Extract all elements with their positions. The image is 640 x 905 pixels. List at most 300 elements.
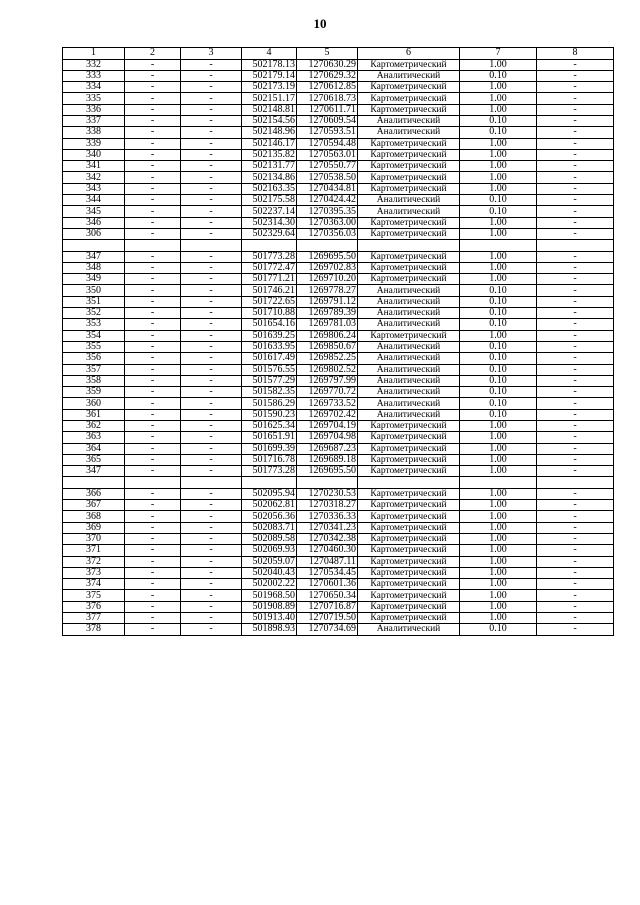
header-cell-6: 6 <box>358 48 460 60</box>
cell-col-8: - <box>537 601 614 612</box>
header-cell-1: 1 <box>63 48 125 60</box>
cell-point-number: 358 <box>63 375 125 386</box>
cell-col-2: - <box>125 172 181 183</box>
cell-method: Картометрический <box>358 82 460 93</box>
table-row <box>63 454 614 465</box>
table-row <box>63 579 614 590</box>
cell-accuracy: 1.00 <box>460 217 537 228</box>
cell-col-2: - <box>125 195 181 206</box>
cell-point-number: 372 <box>63 556 125 567</box>
cell-col-2: - <box>125 228 181 239</box>
cell-point-number: 341 <box>63 161 125 172</box>
cell-col-2: - <box>125 398 181 409</box>
cell-col-2: - <box>125 206 181 217</box>
cell-coord-x: 501773.28 <box>242 251 297 262</box>
cell-point-number: 368 <box>63 511 125 522</box>
cell-accuracy: 0.10 <box>460 409 537 420</box>
cell-col-2: - <box>125 285 181 296</box>
cell-point-number: 332 <box>63 59 125 70</box>
cell-col-2: - <box>125 375 181 386</box>
table-row <box>63 127 614 138</box>
cell-col-8: - <box>537 454 614 465</box>
cell-coord-y: 1269710.20 <box>297 274 358 285</box>
cell-accuracy: 1.00 <box>460 330 537 341</box>
cell-col-3: - <box>181 138 242 149</box>
cell-coord-x: 502314.30 <box>242 217 297 228</box>
cell-coord-y: 1270424.42 <box>297 195 358 206</box>
table-row <box>63 296 614 307</box>
table-row <box>63 613 614 624</box>
cell-point-number: 359 <box>63 387 125 398</box>
cell-col-8: - <box>537 183 614 194</box>
cell-col-2: - <box>125 522 181 533</box>
cell-point-number: 376 <box>63 601 125 612</box>
cell-method: Аналитический <box>358 319 460 330</box>
header-cell-8: 8 <box>537 48 614 60</box>
cell-accuracy: 1.00 <box>460 545 537 556</box>
cell-col-8: - <box>537 500 614 511</box>
cell-coord-x: 501633.95 <box>242 341 297 352</box>
cell-coord-x: 501582.35 <box>242 387 297 398</box>
cell-col-2: - <box>125 93 181 104</box>
cell-accuracy: 0.10 <box>460 308 537 319</box>
cell-coord-x: 501651.91 <box>242 432 297 443</box>
cell-accuracy: 0.10 <box>460 115 537 126</box>
cell-accuracy: 0.10 <box>460 70 537 81</box>
cell-coord-x: 502163.35 <box>242 183 297 194</box>
cell-coord-x: 502134.86 <box>242 172 297 183</box>
cell-accuracy: 1.00 <box>460 567 537 578</box>
table-row <box>63 421 614 432</box>
cell-col-3: - <box>181 398 242 409</box>
cell-point-number: 343 <box>63 183 125 194</box>
cell-col-8: - <box>537 195 614 206</box>
cell-col-8: - <box>537 443 614 454</box>
cell-coord-y: 1270719.50 <box>297 613 358 624</box>
cell-col-3: - <box>181 262 242 273</box>
cell-coord-x: 502056.36 <box>242 511 297 522</box>
cell-point-number: 370 <box>63 533 125 544</box>
cell-point-number: 337 <box>63 115 125 126</box>
cell-col-8: - <box>537 409 614 420</box>
cell-accuracy: 0.10 <box>460 387 537 398</box>
cell-col-3: - <box>181 59 242 70</box>
cell-coord-x: 501746.21 <box>242 285 297 296</box>
cell-coord-y: 1269797.99 <box>297 375 358 386</box>
cell-coord-y: 1269704.98 <box>297 432 358 443</box>
cell-coord-y: 1270609.54 <box>297 115 358 126</box>
cell-point-number: 360 <box>63 398 125 409</box>
cell-coord-y: 1270487.11 <box>297 556 358 567</box>
cell-coord-y: 1270356.03 <box>297 228 358 239</box>
table-row <box>63 308 614 319</box>
table-row <box>63 59 614 70</box>
cell-col-3 <box>181 240 242 251</box>
cell-coord-x: 502089.58 <box>242 533 297 544</box>
cell-method: Аналитический <box>358 624 460 635</box>
table-row <box>63 115 614 126</box>
cell-coord-x: 501577.29 <box>242 375 297 386</box>
cell-accuracy: 1.00 <box>460 579 537 590</box>
cell-col-2: - <box>125 567 181 578</box>
cell-accuracy: 1.00 <box>460 466 537 477</box>
table-row <box>63 522 614 533</box>
cell-coord-x: 502135.82 <box>242 149 297 160</box>
cell-col-2: - <box>125 217 181 228</box>
cell-col-3: - <box>181 251 242 262</box>
cell-coord-y: 1269789.39 <box>297 308 358 319</box>
cell-point-number: 336 <box>63 104 125 115</box>
cell-point-number: 369 <box>63 522 125 533</box>
cell-coord-y: 1269778.27 <box>297 285 358 296</box>
cell-col-2: - <box>125 511 181 522</box>
cell-method: Аналитический <box>358 398 460 409</box>
cell-col-3: - <box>181 308 242 319</box>
cell-coord-y: 1269770.72 <box>297 387 358 398</box>
table-row <box>63 567 614 578</box>
cell-accuracy: 0.10 <box>460 375 537 386</box>
cell-coord-x <box>242 240 297 251</box>
cell-col-3: - <box>181 353 242 364</box>
cell-coord-x: 501773.28 <box>242 466 297 477</box>
cell-col-3: - <box>181 82 242 93</box>
cell-method: Картометрический <box>358 59 460 70</box>
cell-coord-x: 501617.49 <box>242 353 297 364</box>
cell-accuracy: 1.00 <box>460 590 537 601</box>
cell-method: Картометрический <box>358 454 460 465</box>
cell-col-2: - <box>125 432 181 443</box>
cell-col-2: - <box>125 308 181 319</box>
cell-coord-x: 501771.21 <box>242 274 297 285</box>
cell-col-2: - <box>125 104 181 115</box>
cell-method: Картометрический <box>358 567 460 578</box>
cell-col-3: - <box>181 195 242 206</box>
cell-accuracy: 0.10 <box>460 624 537 635</box>
cell-coord-x: 501898.93 <box>242 624 297 635</box>
cell-method: Картометрический <box>358 522 460 533</box>
cell-col-3: - <box>181 556 242 567</box>
cell-accuracy: 1.00 <box>460 228 537 239</box>
cell-coord-y: 1270318.27 <box>297 500 358 511</box>
cell-method: Картометрический <box>358 601 460 612</box>
cell-coord-x: 502062.81 <box>242 500 297 511</box>
table-row <box>63 364 614 375</box>
cell-coord-x: 501576.55 <box>242 364 297 375</box>
cell-col-3: - <box>181 70 242 81</box>
cell-accuracy: 1.00 <box>460 421 537 432</box>
cell-col-8: - <box>537 319 614 330</box>
cell-method: Картометрический <box>358 443 460 454</box>
cell-col-3: - <box>181 466 242 477</box>
cell-col-8: - <box>537 251 614 262</box>
cell-col-3: - <box>181 285 242 296</box>
cell-col-2: - <box>125 251 181 262</box>
cell-col-2: - <box>125 590 181 601</box>
cell-method: Картометрический <box>358 579 460 590</box>
cell-method: Картометрический <box>358 149 460 160</box>
cell-accuracy: 1.00 <box>460 183 537 194</box>
cell-point-number: 350 <box>63 285 125 296</box>
cell-accuracy: 0.10 <box>460 285 537 296</box>
cell-coord-x: 501625.34 <box>242 421 297 432</box>
cell-point-number: 367 <box>63 500 125 511</box>
table-row <box>63 70 614 81</box>
cell-point-number: 348 <box>63 262 125 273</box>
cell-col-3: - <box>181 500 242 511</box>
cell-accuracy: 0.10 <box>460 364 537 375</box>
cell-coord-x: 501590.23 <box>242 409 297 420</box>
cell-coord-x: 502148.81 <box>242 104 297 115</box>
cell-col-8: - <box>537 70 614 81</box>
cell-method: Аналитический <box>358 70 460 81</box>
cell-col-8: - <box>537 149 614 160</box>
table-row <box>63 533 614 544</box>
cell-method: Аналитический <box>358 285 460 296</box>
cell-method: Картометрический <box>358 466 460 477</box>
cell-accuracy: 1.00 <box>460 500 537 511</box>
table-row <box>63 590 614 601</box>
cell-point-number: 346 <box>63 217 125 228</box>
table-row <box>63 353 614 364</box>
cell-col-3: - <box>181 409 242 420</box>
cell-col-8: - <box>537 567 614 578</box>
cell-col-3: - <box>181 149 242 160</box>
cell-method: Аналитический <box>358 364 460 375</box>
table-row <box>63 330 614 341</box>
cell-accuracy: 1.00 <box>460 432 537 443</box>
table-row <box>63 93 614 104</box>
cell-col-8: - <box>537 93 614 104</box>
cell-col-8 <box>537 477 614 488</box>
table-row <box>63 341 614 352</box>
cell-col-3: - <box>181 217 242 228</box>
cell-col-8: - <box>537 488 614 499</box>
cell-point-number: 364 <box>63 443 125 454</box>
cell-method: Аналитический <box>358 127 460 138</box>
cell-method: Картометрический <box>358 511 460 522</box>
table-row <box>63 466 614 477</box>
cell-col-3: - <box>181 319 242 330</box>
cell-method: Аналитический <box>358 308 460 319</box>
cell-point-number: 362 <box>63 421 125 432</box>
cell-point-number: 366 <box>63 488 125 499</box>
cell-accuracy: 1.00 <box>460 251 537 262</box>
cell-method: Картометрический <box>358 613 460 624</box>
cell-col-2: - <box>125 161 181 172</box>
cell-col-8: - <box>537 624 614 635</box>
cell-col-2: - <box>125 296 181 307</box>
cell-col-8: - <box>537 421 614 432</box>
cell-method: Картометрический <box>358 556 460 567</box>
cell-col-2 <box>125 240 181 251</box>
cell-col-3: - <box>181 567 242 578</box>
cell-col-8: - <box>537 228 614 239</box>
cell-method: Аналитический <box>358 341 460 352</box>
cell-col-2: - <box>125 59 181 70</box>
cell-col-8: - <box>537 590 614 601</box>
cell-col-3: - <box>181 172 242 183</box>
cell-col-8: - <box>537 217 614 228</box>
cell-col-8: - <box>537 59 614 70</box>
table-row <box>63 443 614 454</box>
cell-coord-y: 1269704.19 <box>297 421 358 432</box>
table-row <box>63 274 614 285</box>
table-row <box>63 285 614 296</box>
table-row <box>63 82 614 93</box>
table-row <box>63 387 614 398</box>
cell-coord-x <box>242 477 297 488</box>
cell-coord-y: 1270612.85 <box>297 82 358 93</box>
cell-accuracy: 1.00 <box>460 93 537 104</box>
cell-col-3 <box>181 477 242 488</box>
cell-col-2: - <box>125 364 181 375</box>
cell-col-2: - <box>125 70 181 81</box>
coordinates-table <box>62 47 614 636</box>
cell-point-number: 365 <box>63 454 125 465</box>
cell-method: Аналитический <box>358 375 460 386</box>
cell-accuracy: 1.00 <box>460 522 537 533</box>
cell-coord-y: 1269689.18 <box>297 454 358 465</box>
cell-coord-y: 1270593.51 <box>297 127 358 138</box>
cell-col-8: - <box>537 545 614 556</box>
cell-accuracy: 1.00 <box>460 556 537 567</box>
cell-point-number: 374 <box>63 579 125 590</box>
cell-col-3: - <box>181 387 242 398</box>
table-row <box>63 511 614 522</box>
cell-coord-x: 502329.64 <box>242 228 297 239</box>
cell-coord-y: 1270460.30 <box>297 545 358 556</box>
cell-method: Картометрический <box>358 432 460 443</box>
cell-col-3: - <box>181 454 242 465</box>
cell-coord-y: 1270534.45 <box>297 567 358 578</box>
cell-col-8: - <box>537 308 614 319</box>
cell-col-2: - <box>125 488 181 499</box>
cell-coord-y: 1269802.52 <box>297 364 358 375</box>
cell-col-8: - <box>537 387 614 398</box>
cell-point-number <box>63 477 125 488</box>
table-row <box>63 556 614 567</box>
cell-accuracy: 1.00 <box>460 59 537 70</box>
cell-coord-x: 502002.22 <box>242 579 297 590</box>
cell-col-3: - <box>181 341 242 352</box>
cell-col-3: - <box>181 579 242 590</box>
cell-coord-y: 1270363.00 <box>297 217 358 228</box>
header-cell-5: 5 <box>297 48 358 60</box>
cell-col-3: - <box>181 115 242 126</box>
cell-coord-y: 1269852.25 <box>297 353 358 364</box>
cell-col-8: - <box>537 172 614 183</box>
cell-point-number: 354 <box>63 330 125 341</box>
page-number: 10 <box>313 16 327 31</box>
cell-method: Картометрический <box>358 330 460 341</box>
cell-col-3: - <box>181 601 242 612</box>
cell-coord-x: 501913.40 <box>242 613 297 624</box>
cell-point-number: 363 <box>63 432 125 443</box>
table-row <box>63 251 614 262</box>
cell-method: Картометрический <box>358 251 460 262</box>
cell-col-8: - <box>537 353 614 364</box>
cell-col-2: - <box>125 353 181 364</box>
cell-coord-y <box>297 240 358 251</box>
cell-col-8: - <box>537 466 614 477</box>
cell-col-8: - <box>537 613 614 624</box>
cell-coord-x: 502154.56 <box>242 115 297 126</box>
table-row <box>63 138 614 149</box>
cell-coord-y: 1269687.23 <box>297 443 358 454</box>
cell-col-2 <box>125 477 181 488</box>
table-row <box>63 624 614 635</box>
cell-col-2: - <box>125 409 181 420</box>
cell-coord-x: 502151.17 <box>242 93 297 104</box>
cell-col-2: - <box>125 613 181 624</box>
cell-col-3: - <box>181 183 242 194</box>
cell-coord-y <box>297 477 358 488</box>
cell-coord-x: 502040.43 <box>242 567 297 578</box>
cell-col-2: - <box>125 82 181 93</box>
cell-accuracy: 0.10 <box>460 353 537 364</box>
cell-col-2: - <box>125 262 181 273</box>
cell-accuracy <box>460 477 537 488</box>
cell-coord-y: 1270395.35 <box>297 206 358 217</box>
cell-point-number: 345 <box>63 206 125 217</box>
cell-coord-x: 501639.25 <box>242 330 297 341</box>
cell-accuracy: 0.10 <box>460 296 537 307</box>
table-row <box>63 432 614 443</box>
cell-col-2: - <box>125 115 181 126</box>
cell-coord-y: 1269781.03 <box>297 319 358 330</box>
cell-method <box>358 240 460 251</box>
cell-method: Картометрический <box>358 421 460 432</box>
cell-method: Аналитический <box>358 195 460 206</box>
cell-point-number: 378 <box>63 624 125 635</box>
cell-coord-y: 1269806.24 <box>297 330 358 341</box>
cell-accuracy: 1.00 <box>460 488 537 499</box>
cell-accuracy: 1.00 <box>460 511 537 522</box>
cell-accuracy: 1.00 <box>460 138 537 149</box>
cell-accuracy: 1.00 <box>460 172 537 183</box>
cell-col-8: - <box>537 138 614 149</box>
table-row <box>63 228 614 239</box>
cell-accuracy: 1.00 <box>460 149 537 160</box>
cell-method: Картометрический <box>358 161 460 172</box>
cell-coord-y: 1269702.83 <box>297 262 358 273</box>
cell-col-2: - <box>125 624 181 635</box>
cell-coord-x: 501722.65 <box>242 296 297 307</box>
cell-col-3: - <box>181 296 242 307</box>
cell-point-number <box>63 240 125 251</box>
cell-point-number: 377 <box>63 613 125 624</box>
cell-coord-y: 1269695.50 <box>297 251 358 262</box>
cell-point-number: 338 <box>63 127 125 138</box>
cell-coord-x: 502095.94 <box>242 488 297 499</box>
header-cell-7: 7 <box>460 48 537 60</box>
cell-accuracy: 1.00 <box>460 262 537 273</box>
cell-coord-x: 502237.14 <box>242 206 297 217</box>
cell-method: Аналитический <box>358 206 460 217</box>
cell-col-3: - <box>181 93 242 104</box>
cell-coord-y: 1270601.36 <box>297 579 358 590</box>
cell-accuracy: 1.00 <box>460 613 537 624</box>
cell-col-2: - <box>125 341 181 352</box>
cell-point-number: 339 <box>63 138 125 149</box>
cell-col-2: - <box>125 274 181 285</box>
cell-col-8: - <box>537 556 614 567</box>
cell-coord-y: 1270594.48 <box>297 138 358 149</box>
cell-col-3: - <box>181 364 242 375</box>
cell-accuracy: 0.10 <box>460 341 537 352</box>
cell-coord-x: 502146.17 <box>242 138 297 149</box>
cell-col-2: - <box>125 330 181 341</box>
